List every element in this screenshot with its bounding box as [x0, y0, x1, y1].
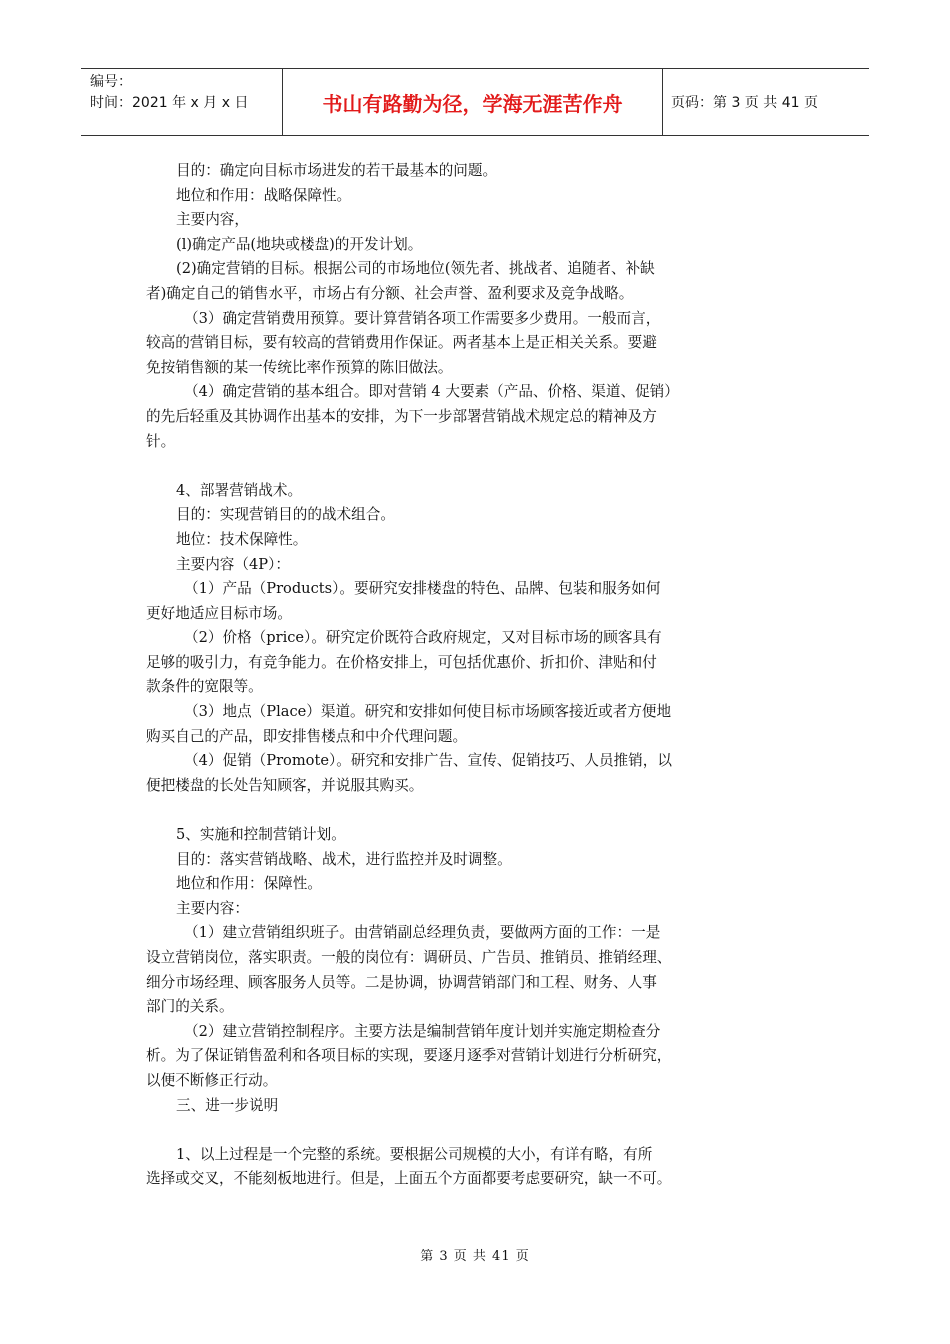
paragraph-line: 部门的关系。 [146, 998, 234, 1016]
paragraph-line: （2）价格（price）。研究定价既符合政府规定，又对目标市场的顾客具有 [184, 629, 662, 647]
paragraph-line: 主要内容， [176, 211, 249, 229]
paragraph-line: 目的：落实营销战略、战术，进行监控并及时调整。 [176, 850, 512, 868]
paragraph-line: （1）建立营销组织班子。由营销副总经理负责，要做两方面的工作：一是 [184, 924, 661, 942]
paragraph-line: （3）确定营销费用预算。要计算营销各项工作需要多少费用。一般而言， [184, 309, 661, 327]
number-label: 编号： [90, 74, 132, 90]
paragraph-line: 细分市场经理、顾客服务人员等。二是协调，协调营销部门和工程、财务、人事 [146, 973, 657, 991]
paragraph-line: 购买自己的产品，即安排售楼点和中介代理问题。 [146, 727, 468, 745]
blank-line [146, 798, 746, 823]
paragraph-line: 主要内容： [176, 899, 249, 917]
paragraph-line: 的先后轻重及其协调作出基本的安排，为下一步部署营销战术规定总的精神及方 [146, 407, 657, 425]
paragraph-line: 析。为了保证销售盈利和各项目标的实现，要逐月逐季对营销计划进行分析研究， [146, 1047, 672, 1065]
page-footer: 第 3 页 共 41 页 [420, 1249, 530, 1264]
paragraph-line: 足够的吸引力，有竞争能力。在价格安排上，可包括优惠价、折扣价、津贴和付 [146, 653, 657, 671]
paragraph-line: 针。 [146, 432, 176, 450]
paragraph-line: （4）促销（Promote）。研究和安排广告、宣传、促销技巧、人员推销，以 [184, 752, 672, 770]
paragraph-line: 目的：确定向目标市场进发的若干最基本的问题。 [176, 162, 498, 179]
blank-line [146, 1118, 746, 1143]
paragraph-line: (2)确定营销的目标。根据公司的市场地位(领先者、挑战者、追随者、补缺 [176, 260, 655, 278]
document-body [146, 159, 746, 1192]
paragraph-line: 选择或交叉，不能刻板地进行。但是，上面五个方面都要考虑要研究，缺一不可。 [146, 1170, 672, 1188]
motto: 书山有路勤为径，学海无涯苦作舟 [283, 69, 663, 135]
section-heading: 4、部署营销战术。 [176, 481, 303, 499]
paragraph-line: 免按销售额的某一传统比率作预算的陈旧做法。 [146, 358, 453, 376]
paragraph-line: 较高的营销目标，要有较高的营销费用作保证。两者基本上是正相关关系。要避 [146, 334, 657, 352]
paragraph-line: (l)确定产品(地块或楼盘)的开发计划。 [176, 235, 423, 253]
page-header [81, 68, 869, 136]
paragraph-line: （4）确定营销的基本组合。即对营销 4 大要素（产品、价格、渠道、促销） [184, 383, 679, 401]
paragraph-line: 目的：实现营销目的的战术组合。 [176, 506, 395, 524]
paragraph-line: 者)确定自己的销售水平，市场占有分额、社会声誉、盈利要求及竞争战略。 [146, 284, 634, 302]
paragraph-line: 以便不断修正行动。 [146, 1071, 278, 1089]
paragraph-line: （2）建立营销控制程序。主要方法是编制营销年度计划并实施定期检查分 [184, 1022, 661, 1040]
paragraph-line: 款条件的宽限等。 [146, 678, 263, 696]
paragraph-line: （1）产品（Products）。要研究安排楼盘的特色、品牌、包装和服务如何 [184, 580, 661, 598]
section-heading: 三、进一步说明 [176, 1096, 279, 1114]
paragraph-line: 地位：技术保障性。 [176, 530, 308, 548]
paragraph-line: 地位和作用：战略保障性。 [176, 186, 352, 204]
paragraph-line: 便把楼盘的长处告知顾客，并说服其购买。 [146, 776, 424, 794]
paragraph-line: 1、以上过程是一个完整的系统。要根据公司规模的大小，有详有略，有所 [176, 1145, 653, 1163]
section-heading: 5、实施和控制营销计划。 [176, 826, 346, 844]
header-meta [81, 69, 283, 135]
paragraph-line: （3）地点（Place）渠道。研究和安排如何使目标市场顾客接近或者方便地 [184, 703, 672, 721]
paragraph-line: 更好地适应目标市场。 [146, 604, 292, 622]
paragraph-line: 主要内容（4P）： [176, 555, 290, 573]
paragraph-line: 设立营销岗位，落实职责。一般的岗位有：调研员、广告员、推销员、推销经理、 [146, 949, 672, 966]
blank-line [146, 454, 746, 479]
time-label: 时间：2021 年 x 月 x 日 [90, 95, 249, 111]
page-label: 页码：第 3 页 共 41 页 [671, 95, 818, 111]
paragraph-line: 地位和作用：保障性。 [176, 875, 322, 893]
